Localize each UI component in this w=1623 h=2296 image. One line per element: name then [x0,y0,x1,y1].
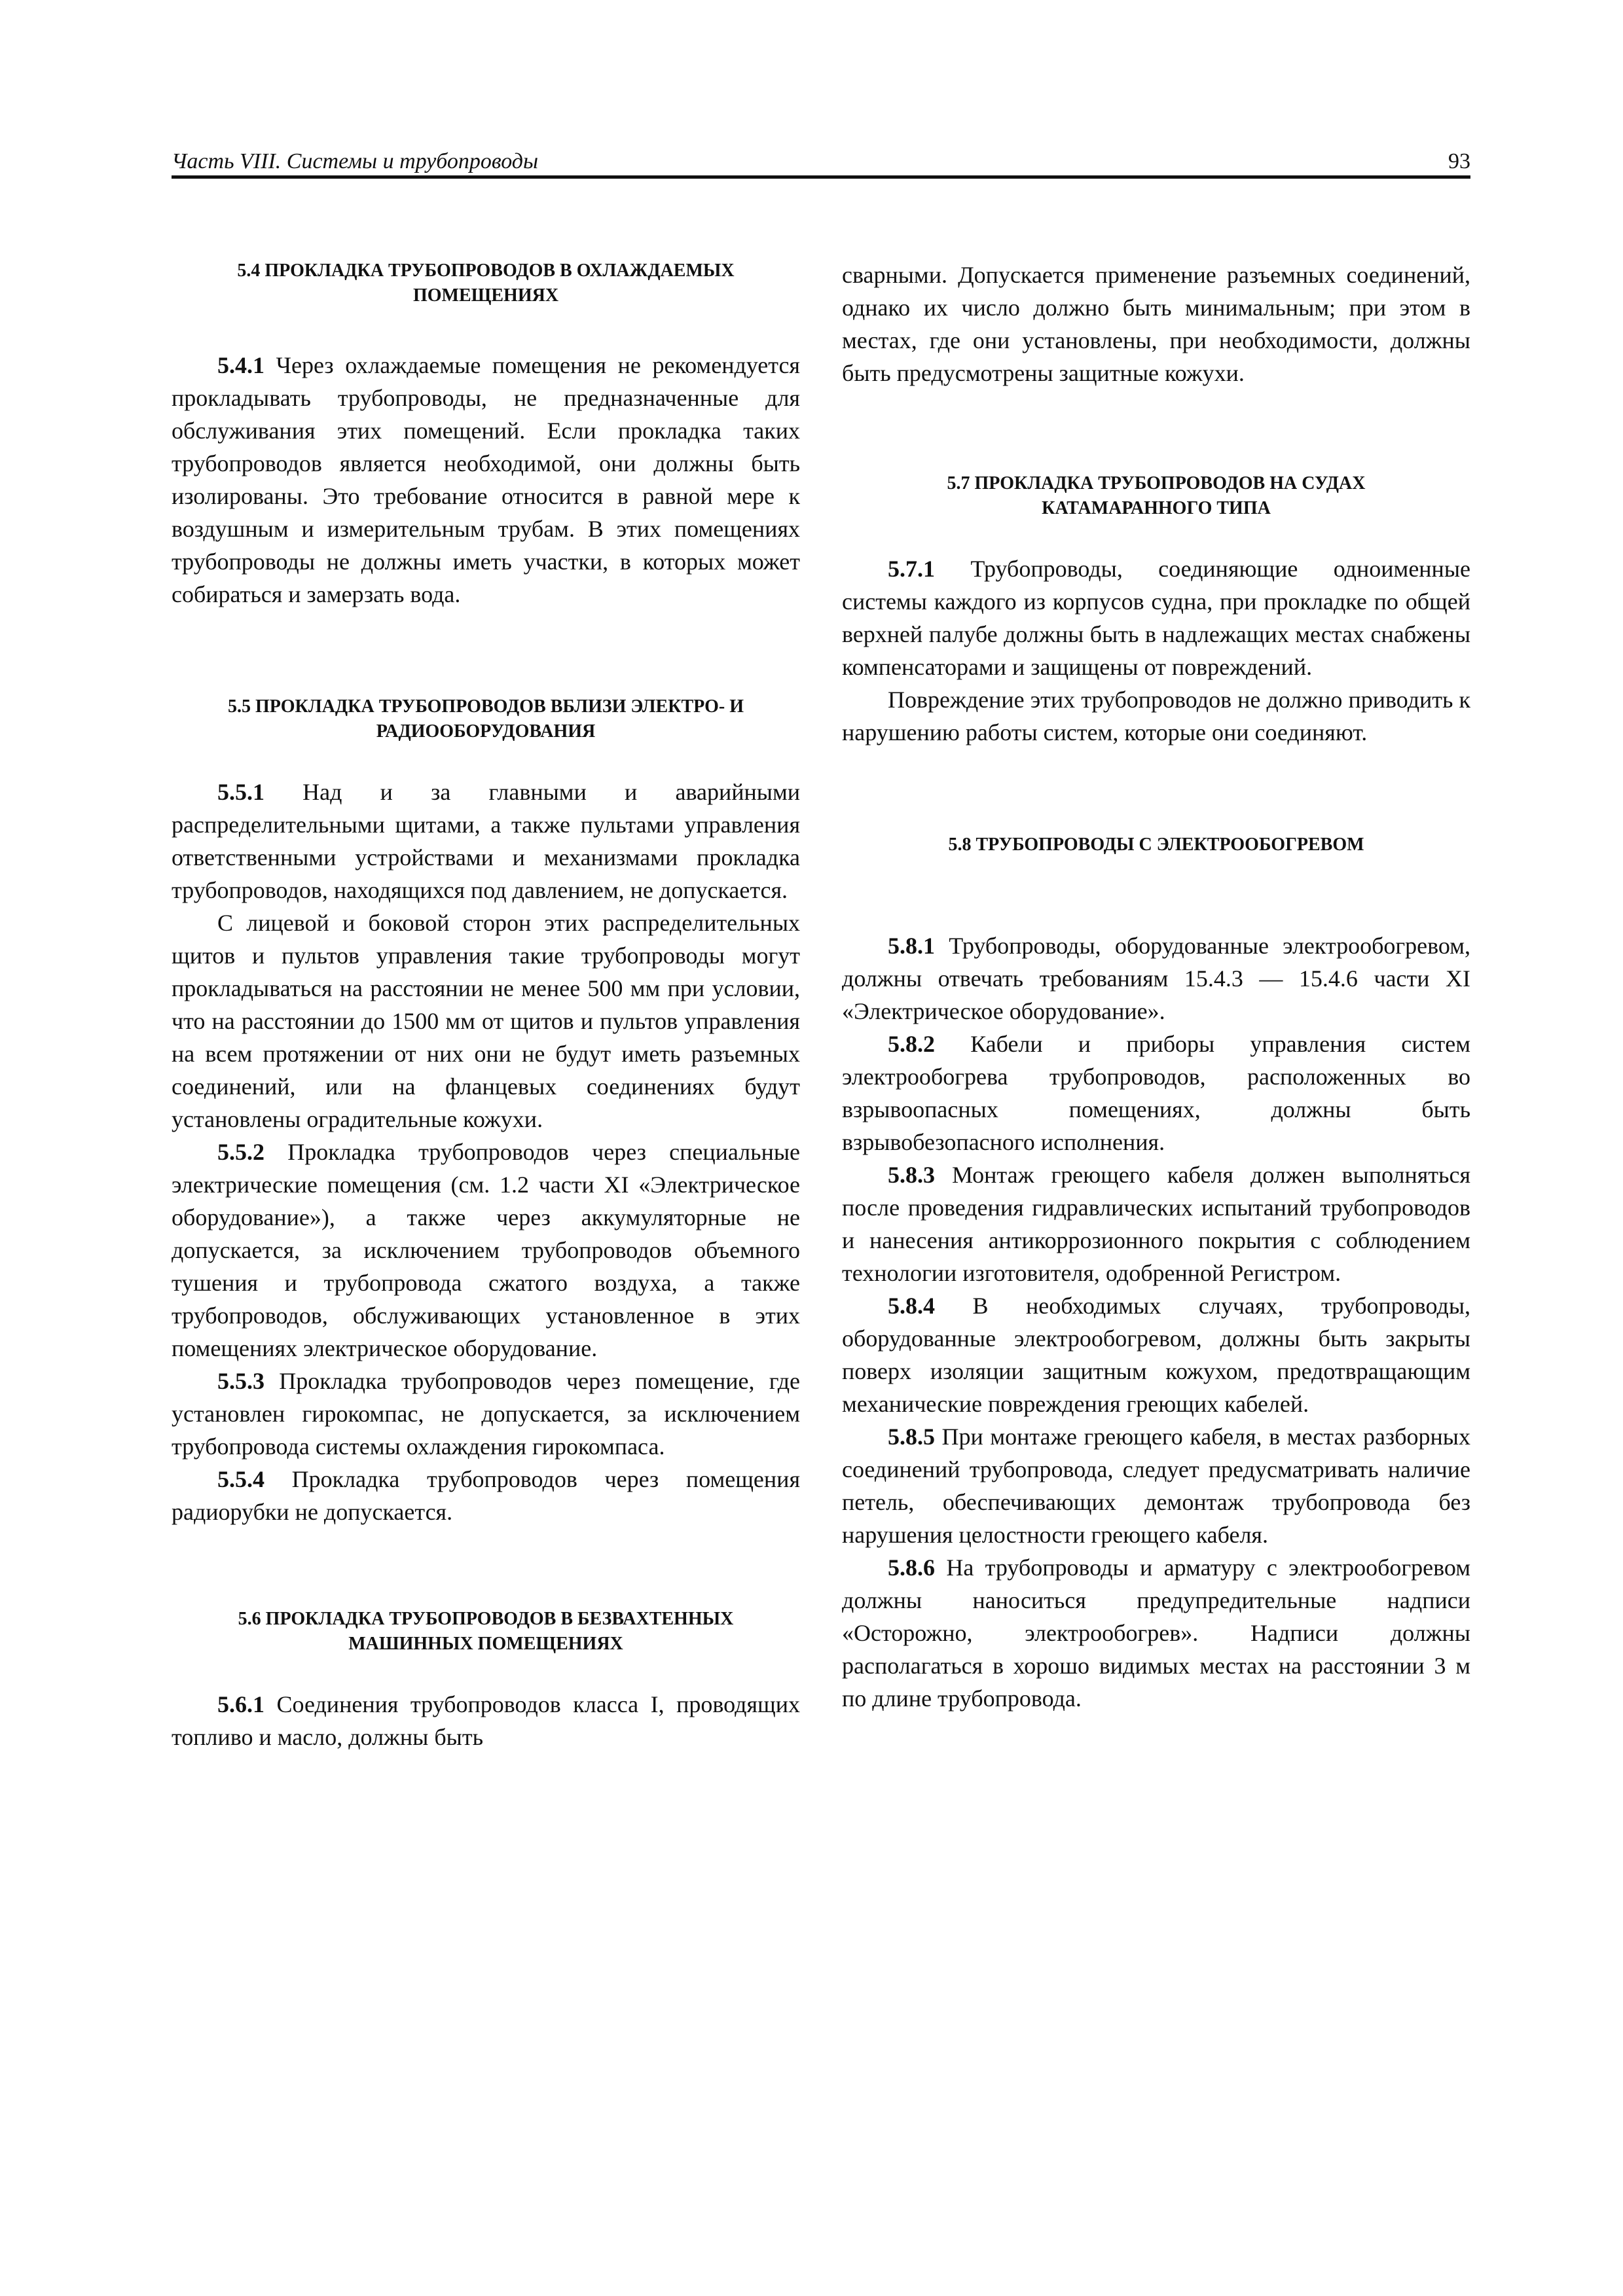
paragraph-5-7-1 [842,552,1470,683]
section-5-8-title: 5.8 ТРУБОПРОВОДЫ С ЭЛЕКТРООБОГРЕВОМ [948,834,1364,855]
paragraph-number: 5.8.1 [888,933,935,959]
paragraph-5-6-1 [172,1688,800,1753]
paragraph-number: 5.8.4 [888,1293,935,1319]
paragraph-number: 5.5.1 [217,779,264,805]
paragraph-text: Трубопроводы, соединяющие одноименные системы каждого из корпусов судна, при прокладке по общей верхней палубе должны быть в надлежащих местах снабжены компенсаторами и защищены от повреждений. [842,556,1470,680]
paragraph-5-5-4 [172,1463,800,1528]
paragraph-number: 5.6.1 [217,1691,264,1717]
paragraph-number: 5.5.3 [217,1368,264,1394]
header-rule [172,175,1470,179]
paragraph-5-8-3 [842,1158,1470,1289]
paragraph-5-8-4 [842,1289,1470,1420]
paragraph-5-8-1 [842,929,1470,1028]
paragraph-text: Над и за главными и аварийными распределительными щитами, а также пультами управления ответственными устройствами и механизмами прокладка трубопроводов, находящихся под давлением, не допускается. [172,779,800,903]
section-5-4-title: 5.4 ПРОКЛАДКА ТРУБОПРОВОДОВ В ОХЛАЖДАЕМЫХ ПОМЕЩЕНИЯХ [237,260,735,306]
paragraph-text: На трубопроводы и арматуру с электрообогревом должны наноситься предупредительные надписи «Осторожно, электрообогрев». Надписи должны располагаться в хорошо видимых местах на расстоянии 3 м по длине трубопровода. [842,1554,1470,1712]
paragraph-number: 5.8.6 [888,1554,935,1581]
paragraph-number: 5.5.2 [217,1139,264,1165]
paragraph-text: Кабели и приборы управления систем электрообогрева трубопроводов, расположенных во взрывоопасных помещениях, должны быть взрывобезопасного исполнения. [842,1031,1470,1155]
right-column [842,259,1470,1715]
paragraph-number: 5.4.1 [217,352,264,378]
paragraph-text: Трубопроводы, оборудованные электрообогревом, должны отвечать требованиям 15.4.3 — 15.4.6 части XI «Электрическое оборудование». [842,933,1470,1024]
paragraph-text: Через охлаждаемые помещения не рекомендуется прокладывать трубопроводы, не предназначенные для обслуживания этих помещений. Если прокладка таких трубопроводов является необходимой, они должны быть изолированы. Это требование относится в равной мере к воздушным и измерительным трубам. В этих помещениях трубопроводы не должны иметь участки, в которых может собираться и замерзать вода. [172,352,800,607]
header-title: Часть VIII. Системы и трубопроводы [172,149,539,173]
paragraph-5-5-1 [172,776,800,906]
paragraph-number: 5.5.4 [217,1466,264,1492]
paragraph-5-4-1 [172,349,800,611]
section-5-6-title: 5.6 ПРОКЛАДКА ТРУБОПРОВОДОВ В БЕЗВАХТЕННЫХ МАШИННЫХ ПОМЕЩЕНИЯХ [238,1609,734,1654]
paragraph-number: 5.8.2 [888,1031,935,1057]
paragraph-5-8-6 [842,1551,1470,1715]
paragraph-text: Прокладка трубопроводов через помещения радиорубки не допускается. [172,1466,800,1525]
paragraph-number: 5.8.5 [888,1424,935,1450]
paragraph-5-5-2 [172,1136,800,1365]
paragraph-text: В необходимых случаях, трубопроводы, оборудованные электрообогревом, должны быть закрыты поверх изоляции защитным кожухом, предотвращающим механические повреждения греющих кабелей. [842,1293,1470,1417]
section-5-7-title: 5.7 ПРОКЛАДКА ТРУБОПРОВОДОВ НА СУДАХ КАТАМАРАННОГО ТИПА [947,473,1366,518]
running-header [172,143,1470,179]
paragraph-text: Соединения трубопроводов класса I, проводящих топливо и масло, должны быть [172,1691,800,1750]
page-number: 93 [1448,149,1470,173]
paragraph-text: Прокладка трубопроводов через помещение, где установлен гирокомпас, не допускается, за исключением трубопровода системы охлаждения гирокомпаса. [172,1368,800,1460]
left-column [172,259,800,1753]
section-5-5-title: 5.5 ПРОКЛАДКА ТРУБОПРОВОДОВ ВБЛИЗИ ЭЛЕКТРО- И РАДИООБОРУДОВАНИЯ [228,696,744,742]
paragraph-5-8-2 [842,1028,1470,1158]
paragraph-text: При монтаже греющего кабеля, в местах разборных соединений трубопровода, следует предусматривать наличие петель, обеспечивающих демонтаж трубопровода без нарушения целостности греющего кабеля. [842,1424,1470,1548]
paragraph-5-5-3 [172,1365,800,1463]
paragraph-number: 5.8.3 [888,1162,935,1188]
paragraph-5-5-1-cont: С лицевой и боковой сторон этих распределительных щитов и пультов управления такие трубопроводы могут прокладываться на расстоянии не менее 500 мм при условии, что на расстоянии до 1500 мм от щитов и пультов управления на всем протяжении от них они не будут иметь разъемных соединений, или на фланцевых соединениях будут установлены оградительные кожухи. [172,910,800,1132]
paragraph-5-7-1-cont: Повреждение этих трубопроводов не должно приводить к нарушению работы систем, которые они соединяют. [842,687,1470,745]
paragraph-5-6-1-cont: сварными. Допускается применение разъемных соединений, однако их число должно быть минимальным; при этом в местах, где они установлены, при необходимости, должны быть предусмотрены защитные кожухи. [842,262,1470,386]
paragraph-text: Монтаж греющего кабеля должен выполняться после проведения гидравлических испытаний трубопроводов и нанесения антикоррозионного покрытия с соблюдением технологии изготовителя, одобренной Регистром. [842,1162,1470,1286]
paragraph-number: 5.7.1 [888,556,935,582]
paragraph-5-8-5 [842,1420,1470,1551]
paragraph-text: Прокладка трубопроводов через специальные электрические помещения (см. 1.2 части XI «Электрическое оборудование»), а также через аккумуляторные не допускается, за исключением трубопроводов объемного тушения и трубопровода сжатого воздуха, а также трубопроводов, обслуживающих установленное в этих помещениях электрическое оборудование. [172,1139,800,1361]
